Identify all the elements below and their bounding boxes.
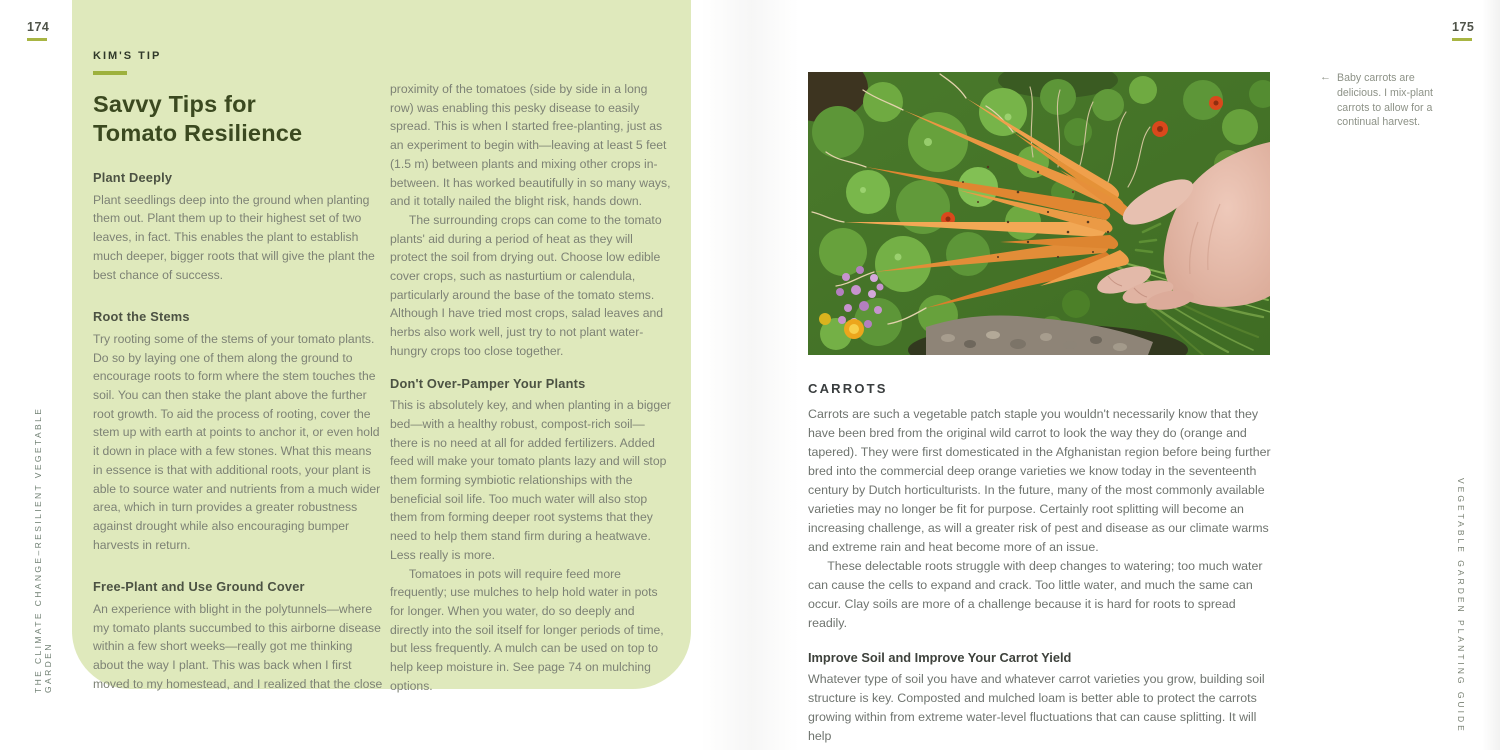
- tip-col1-text: [93, 169, 383, 694]
- left-page-number-block: [27, 20, 49, 41]
- tip-eyebrow: KIM'S TIP: [93, 50, 162, 62]
- paragraph: The surrounding crops can come to the tomato plants' aid during a period of heat as they will protect the soil from drying out. Choose low edible cover crops, such as nasturtium or calendula, particularly around the base of the tomato stems. Although I have tried most crops, salad leaves and herbs also work well, just try to not plant water-hungry crops too close together.: [390, 212, 664, 358]
- tip-section-plant-deeply: [93, 169, 383, 284]
- tip-section-free-plant: [93, 578, 383, 693]
- tip-column-1: [93, 50, 383, 694]
- paragraph: proximity of the tomatoes (side by side in a long row) was enabling this pesky disease to easily spread. This is when I started free-planting, just as an experiment to begin with—leaving at least 5 feet (1.5 m) between plants and mixing other crops in-between. It has worked beautifully in so many ways, and it totally nailed the blight risk, hands down.: [390, 82, 671, 209]
- left-arrow-icon: ←: [1320, 71, 1331, 83]
- photo-caption: [1320, 71, 1459, 130]
- right-page-number-block: [1452, 20, 1478, 41]
- tip-eyebrow-rule: [93, 71, 127, 75]
- carrot-harvest-illustration: [808, 72, 1270, 355]
- paragraph: Carrots are such a vegetable patch staple you wouldn't necessarily know that they have been bred from the original wild carrot to look the way they do (orange and tapered). They were first domesticated in the Afghanistan region before being further bred into the commercial deep orange varieties we know today in the seventeenth century by Dutch horticulturists. In the future, many of the most commonly available varieties may no longer be fit for purpose. Certainly root splitting will become an increasing challenge, as will a greater risk of pest and disease as our climate warms and extreme rain and heat become more of an issue.: [808, 407, 1271, 554]
- book-spine-shadow: [691, 0, 808, 750]
- section-body: Tomatoes in pots will require feed more frequently; use mulches to help hold water in pots for longer. When you water, do so deeply and directly into the soil itself for longer periods of time, but less frequently. A mulch can be used on top to help keep moisture in. See page 74 on mulching options.: [390, 566, 664, 693]
- section-heading: Don't Over-Pamper Your Plants: [390, 375, 586, 391]
- right-page-number: 175: [1452, 20, 1475, 34]
- tip-title-line2: Tomato Resilience: [93, 119, 303, 146]
- page-edge-shadow: [1482, 0, 1500, 750]
- carrot-harvest-photo: [808, 72, 1270, 355]
- section-body: Try rooting some of the stems of your tomato plants. Do so by laying one of them along the ground to encourage roots to form where the stem touches the soil. You can then stake the plant above the further root growth. To aid the process of rooting, cover the stem up with earth at points to anchor it, or even hold it down in place with a few stones. What this means in essence is that with additional roots, your plant is able to source water and nutrients from a much wider area, which in turn provides a greater robustness against drought while also encouraging bumper harvests in return.: [93, 331, 381, 552]
- section-body: This is absolutely key, and when planting in a bigger bed—with a healthy robust, compost-rich soil—there is no need at all for added fertilizers. Added feed will make your tomato plants lazy and will stop them forming symbiotic relationships with the beneficial soil life. Too much water will also stop them from forming deeper root systems that they need to help them stand firm during a heatwave. Less really is more.: [390, 398, 671, 562]
- tip-title: [93, 90, 383, 147]
- carrots-article: [808, 379, 1276, 746]
- section-heading: Free-Plant and Use Ground Cover: [93, 579, 305, 595]
- section-heading: Root the Stems: [93, 309, 190, 325]
- improve-soil-heading: Improve Soil and Improve Your Carrot Yield: [808, 650, 1072, 665]
- tip-column-2: [390, 80, 672, 696]
- paragraph: Whatever type of soil you have and whatever carrot varieties you grow, building soil structure is key. Composted and mulched loam is better able to protect the carrots growing within from extreme water-level fluctuations that can cause splitting. It will help: [808, 672, 1265, 743]
- left-page-number: 174: [27, 20, 50, 34]
- tip-section-dont-over-pamper: [390, 375, 672, 696]
- right-spine-title: VEGETABLE GARDEN PLANTING GUIDE: [1456, 478, 1466, 734]
- left-page-number-rule: [27, 38, 47, 41]
- tip-title-line1: Savvy Tips for: [93, 91, 257, 117]
- section-body: Plant seedlings deep into the ground when planting them out. Plant them up to their highest set of two leaves, in fact. This enables the plant to establish much deeper, bigger roots that will give the plant the best chance of success.: [93, 192, 375, 282]
- tip-section-root-the-stems: [93, 308, 383, 554]
- carrots-heading: CARROTS: [808, 381, 888, 396]
- paragraph: These delectable roots struggle with deep changes to watering; too much water can cause the cells to expand and crack. Too little water, and much the same can occur. Clay soils are more of a challenge because it is hard for roots to spread readily.: [808, 559, 1263, 630]
- left-spine-title: THE CLIMATE CHANGE–RESILIENT VEGETABLE GARDEN: [33, 406, 53, 693]
- section-heading: Plant Deeply: [93, 170, 173, 185]
- photo-caption-text: Baby carrots are delicious. I mix-plant carrots to allow for a continual harvest.: [1337, 72, 1433, 129]
- section-body: An experience with blight in the polytunnels—where my tomato plants succumbed to this airborne disease within a few short weeks—really got me thinking about the way I plant. This was back when I first moved to my homestead, and I realized that the close: [93, 602, 383, 691]
- right-page-number-rule: [1452, 38, 1472, 41]
